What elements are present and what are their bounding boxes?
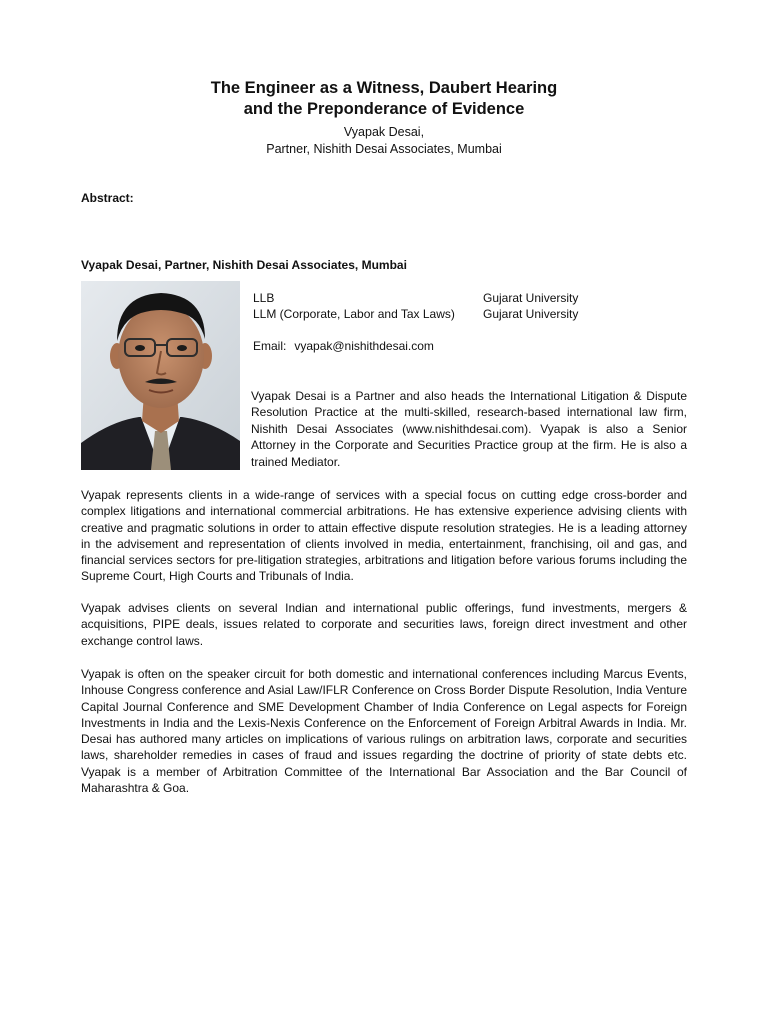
qualification-university: Gujarat University: [483, 291, 579, 305]
qualification-degree: LLM (Corporate, Labor and Tax Laws): [253, 307, 455, 321]
author-name: Vyapak Desai,: [343, 125, 425, 139]
email-label: Email:: [253, 339, 287, 353]
email-address: vyapak@nishithdesai.com: [294, 339, 434, 353]
qualification-row: [253, 290, 578, 306]
qualification-university: Gujarat University: [483, 307, 579, 321]
title-line-2: and the Preponderance of Evidence: [243, 100, 525, 118]
bio-intro-paragraph: Vyapak Desai is a Partner and also heads the International Litigation & Dispute Resolution Practice at the multi-skilled, research-based international law firm, Nishith Desai Associates (www.nishithdesai.com). Vyapak is also a Senior Attorney in the Corporate and Securities Practice group at the firm. He is also a trained Mediator.: [251, 389, 687, 469]
bio-paragraph-speaker: Vyapak is often on the speaker circuit for both domestic and international conferences including Marcus Events, Inhouse Congress conference and Asial Law/IFLR Conference on Cross Border Dispute Resolution, India Venture Capital Journal Conference and SME Development Chamber of India Conference on Legal aspects for Foreign Investments in India and the Lexis-Nexis Conference on the Enforcement of Foreign Arbitral Awards in India. Mr. Desai has authored many articles on implications of various rulings on arbitration laws, corporate and securities laws, shareholder remedies in cases of fraud and issues regarding the doctrine of priority of state debts etc. Vyapak is a member of Arbitration Committee of the International Bar Association and the Bar Council of Maharashtra & Goa.: [81, 667, 687, 796]
email-row: [253, 339, 434, 353]
bio-paragraph-practice: Vyapak represents clients in a wide-range of services with a special focus on cutting edge cross-border and complex litigations and international commercial arbitrations. He has extensive experience advising clients with creative and pragmatic solutions in order to attain effective dispute resolution strategies. He is a leading attorney in the advisement and representation of clients involved in media, entertainment, franchising, oil and gas, and financial services sectors for pre-litigation strategies, arbitrations and litigation before various forums including the Supreme Court, High Courts and Tribunals of India.: [81, 488, 687, 584]
qualification-degree: LLB: [253, 291, 275, 305]
portrait-image: [81, 281, 240, 470]
document-title: [80, 78, 688, 120]
qualification-row: [253, 306, 578, 322]
bio-heading: Vyapak Desai, Partner, Nishith Desai Associates, Mumbai: [81, 258, 407, 272]
author-role: Partner, Nishith Desai Associates, Mumbai: [266, 142, 502, 156]
bio-paragraph-advisory: Vyapak advises clients on several Indian and international public offerings, fund investments, mergers & acquisitions, PIPE deals, issues related to corporate and securities laws, foreign direct investment and other exchange control laws.: [81, 601, 687, 648]
abstract-label: Abstract:: [81, 191, 134, 205]
author-photo: [81, 281, 240, 470]
title-line-1: The Engineer as a Witness, Daubert Hearing: [210, 79, 558, 97]
